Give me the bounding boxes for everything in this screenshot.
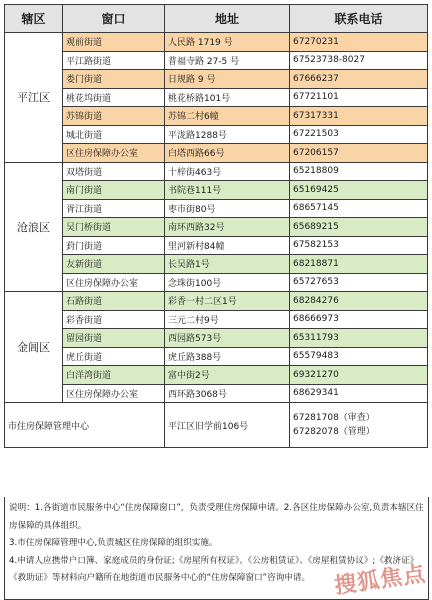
phone-cell: 65689215 (290, 218, 428, 237)
window-cell: 虎丘街道 (63, 347, 165, 366)
note-line: 4.申请人应携带户口簿、家庭成员的身份证;《房屋所有权证》、《公房租赁证》、《房屋租赁协议》;《救济证》《救助证》等材料向户籍所在地街道市民服务中心的“住房保障窗口”咨询申请。 (9, 555, 419, 583)
address-cell: 书院巷111号 (165, 181, 290, 200)
phone-cell: 67582153 (290, 236, 428, 255)
district-cell: 沧浪区 (5, 162, 63, 292)
header-address: 地址 (165, 5, 290, 33)
window-cell: 胥江街道 (63, 199, 165, 218)
table-row (5, 218, 428, 237)
table-row (5, 329, 428, 348)
window-cell: 区住房保障办公室 (63, 273, 165, 292)
phone-cell: 68666973 (290, 310, 428, 329)
phone-cell: 67721101 (290, 88, 428, 107)
table-row (5, 33, 428, 52)
window-cell: 吴门桥街道 (63, 218, 165, 237)
window-cell: 南门街道 (63, 181, 165, 200)
table-row (5, 384, 428, 403)
window-cell: 区住房保障办公室 (63, 144, 165, 163)
window-cell: 彩香街道 (63, 310, 165, 329)
phone-cell: 68629341 (290, 384, 428, 403)
address-cell: 南环西路32号 (165, 218, 290, 237)
window-cell: 苏锦街道 (63, 107, 165, 126)
window-cell: 观前街道 (63, 33, 165, 52)
address-cell: 虎丘路388号 (165, 347, 290, 366)
district-cell: 平江区 (5, 33, 63, 163)
table-header-row (5, 5, 428, 33)
table-row (5, 125, 428, 144)
address-cell: 富中街2号 (165, 366, 290, 385)
window-cell: 区住房保障办公室 (63, 384, 165, 403)
address-cell: 白塔西路66号 (165, 144, 290, 163)
window-cell: 白洋湾街道 (63, 366, 165, 385)
table-row-center (5, 403, 428, 448)
table-row (5, 310, 428, 329)
phone-cell: 68657145 (290, 199, 428, 218)
table-row (5, 107, 428, 126)
address-cell: 普福寺路 27-5 号 (165, 51, 290, 70)
center-phone-1: 67281708（审查） (293, 413, 375, 423)
phone-cell: 67666237 (290, 70, 428, 89)
address-cell: 平泷路1288号 (165, 125, 290, 144)
table-row (5, 199, 428, 218)
phone-cell: 67270231 (290, 33, 428, 52)
window-cell: 葑门街道 (63, 236, 165, 255)
phone-cell: 65311793 (290, 329, 428, 348)
center-phone-2: 67282078（管理） (293, 427, 375, 437)
address-cell: 西环路3068号 (165, 384, 290, 403)
center-name-cell: 市住房保障管理中心 (5, 403, 165, 448)
window-cell: 平江路街道 (63, 51, 165, 70)
window-cell: 石路街道 (63, 292, 165, 311)
phone-cell: 68218871 (290, 255, 428, 274)
window-cell: 留园街道 (63, 329, 165, 348)
header-phone: 联系电话 (290, 5, 428, 33)
phone-cell: 67221503 (290, 125, 428, 144)
watermark-logo: 搜狐焦点 (332, 561, 428, 600)
phone-cell: 67523738-8027 (290, 51, 428, 70)
phone-cell: 65579483 (290, 347, 428, 366)
table-row (5, 273, 428, 292)
window-cell: 友新街道 (63, 255, 165, 274)
table-row (5, 255, 428, 274)
address-cell: 西园路573号 (165, 329, 290, 348)
table-row (5, 70, 428, 89)
address-cell: 十梓街463号 (165, 162, 290, 181)
address-cell: 日规路 9 号 (165, 70, 290, 89)
table-row (5, 144, 428, 163)
header-district: 辖区 (5, 5, 63, 33)
note-line: 说明：1.各街道市民服务中心“住房保障窗口”，负责受理住房保障申请。2.各区住房保障办公室,负责本辖区住房保障的具体组织。 (9, 503, 424, 531)
phone-cell: 65727653 (290, 273, 428, 292)
address-cell: 长吴路1号 (165, 255, 290, 274)
table-row (5, 51, 428, 70)
table-row (5, 292, 428, 311)
phone-cell: 68284276 (290, 292, 428, 311)
center-address-cell: 平江区旧学前106号 (165, 403, 290, 448)
address-cell: 桃花桥路101号 (165, 88, 290, 107)
center-phone-cell (290, 403, 428, 448)
address-cell: 三元二村9号 (165, 310, 290, 329)
window-cell: 城北街道 (63, 125, 165, 144)
district-cell: 金阊区 (5, 292, 63, 403)
address-cell: 枣市街80号 (165, 199, 290, 218)
table-row (5, 88, 428, 107)
table-row (5, 347, 428, 366)
address-cell: 苏锦二村6幢 (165, 107, 290, 126)
window-cell: 桃花坞街道 (63, 88, 165, 107)
header-window: 窗口 (63, 5, 165, 33)
table-row (5, 236, 428, 255)
address-cell: 念珠街100号 (165, 273, 290, 292)
table-row (5, 181, 428, 200)
phone-cell: 65169425 (290, 181, 428, 200)
window-cell: 娄门街道 (63, 70, 165, 89)
address-cell: 里河新村84幢 (165, 236, 290, 255)
phone-cell: 67317331 (290, 107, 428, 126)
phone-cell: 69321270 (290, 366, 428, 385)
note-line: 3.市住房保障管理中心,负责城区住房保障的组织实施。 (9, 538, 218, 548)
table-row (5, 162, 428, 181)
table-row (5, 366, 428, 385)
address-cell: 彩香一村二区1号 (165, 292, 290, 311)
phone-cell: 65218809 (290, 162, 428, 181)
table-body (5, 33, 428, 448)
housing-window-table (4, 4, 428, 448)
phone-cell: 67206157 (290, 144, 428, 163)
address-cell: 人民路 1719 号 (165, 33, 290, 52)
window-cell: 双塔街道 (63, 162, 165, 181)
